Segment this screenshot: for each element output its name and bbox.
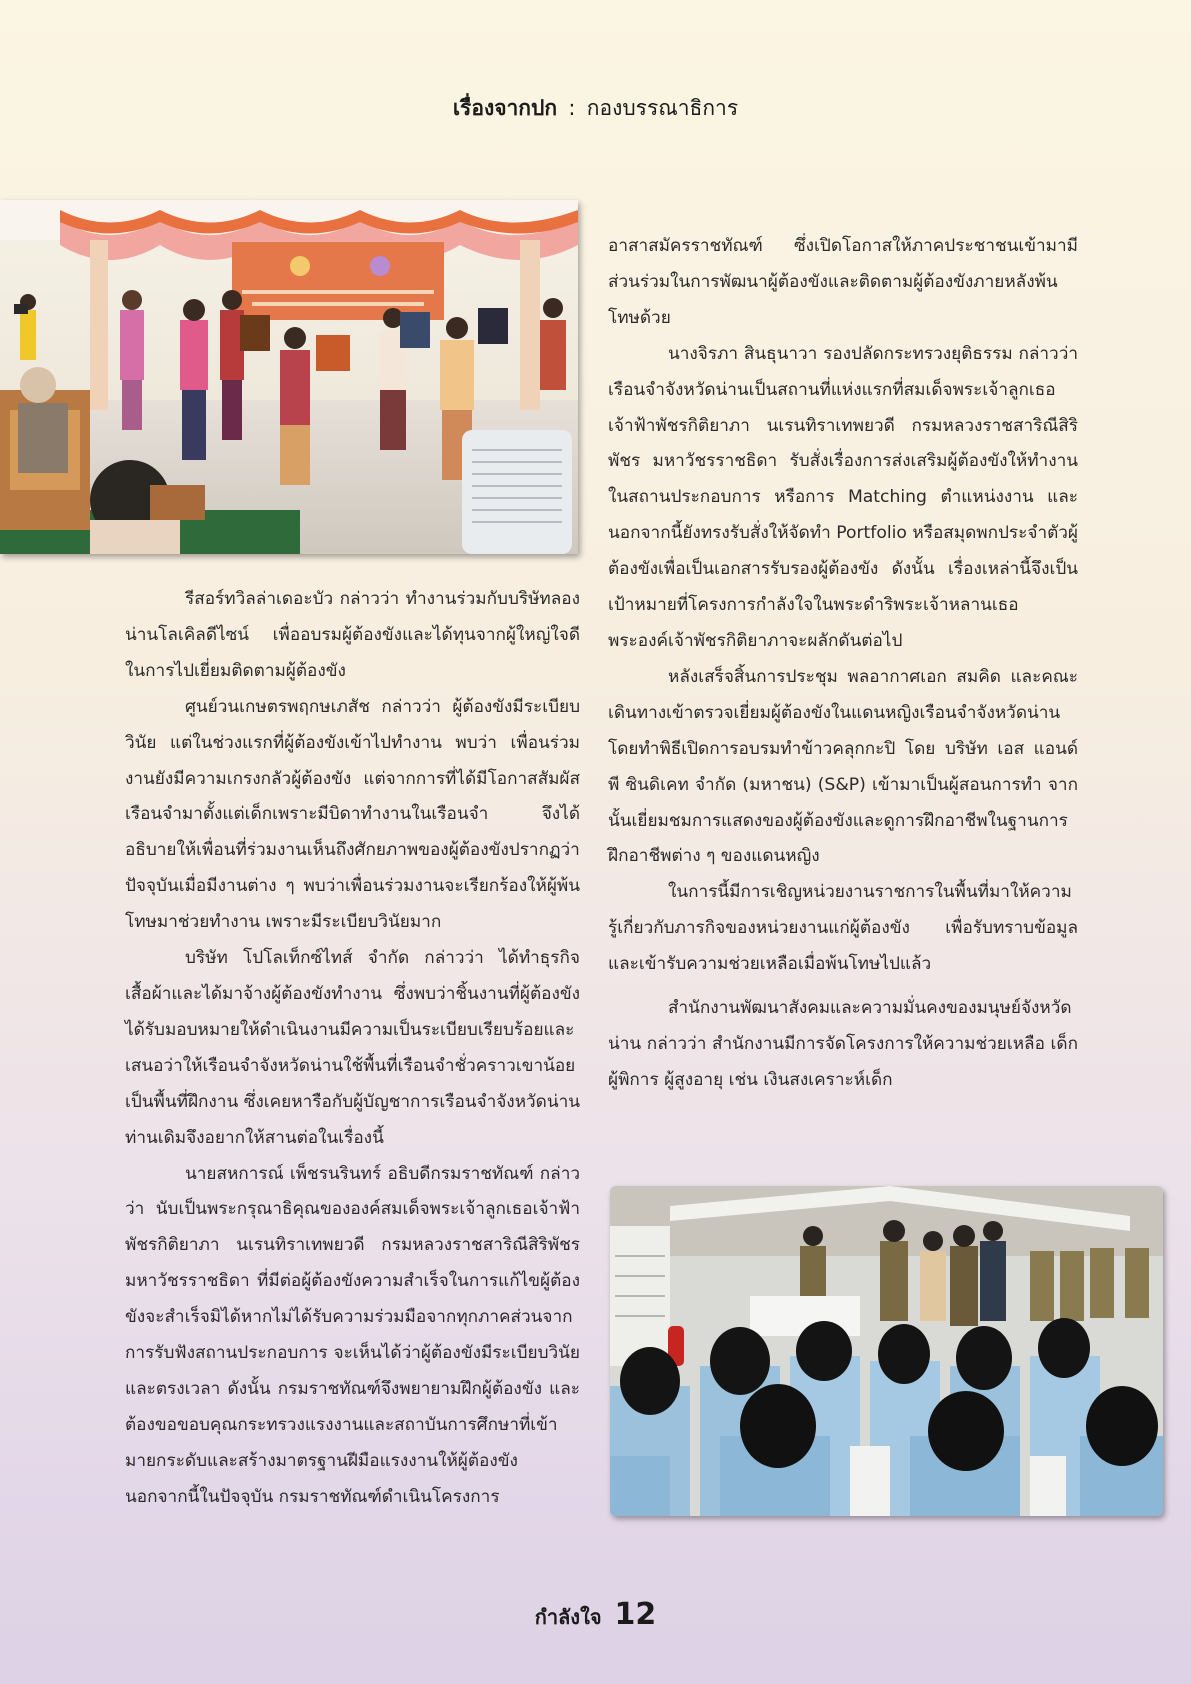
paragraph: รีสอร์ทวิลล่าเดอะบัว กล่าวว่า ทำงานร่วมกับบริษัทลองน่านโลเคิลดีไซน์ เพื่ออบรมผู้ต้องขังและได้ทุนจากผู้ใหญ่ใจดีในการไปเยี่ยมติดตามผู้ต้องขัง [125, 589, 580, 681]
page-header [0, 92, 1191, 125]
paragraph: ศูนย์วนเกษตรพฤกษเภสัช กล่าวว่า ผู้ต้องขังมีระเบียบวินัย แต่ในช่วงแรกที่ผู้ต้องขังเข้าไปทำงาน พบว่า เพื่อนร่วมงานยังมีความเกรงกลัวผู้ต้องขัง แต่จากการที่ได้มีโอกาสสัมผัสเรือนจำมาตั้งแต่เด็กเพราะมีบิดาทำงานในเรือนจำ จึงได้อธิบายให้เพื่อนที่ร่วมงานเห็นถึงศักยภาพของผู้ต้องขังปรากฏว่าปัจจุบันเมื่อมีงานต่าง ๆ พบว่าเพื่อนร่วมงานจะเรียกร้องให้ผู้พ้นโทษมาช่วยทำงาน เพราะมีระเบียบวินัยมาก [125, 696, 580, 933]
paragraph: หลังเสร็จสิ้นการประชุม พลอากาศเอก สมคิด และคณะเดินทางเข้าตรวจเยี่ยมผู้ต้องขังในแดนหญิงเรือนจำจังหวัดน่านโดยทำพิธีเปิดการอบรมทำข้าวคลุกกะปิ โดย บริษัท เอส แอนด์ พี ซินดิเคท จำกัด (มหาชน) (S&P) เข้ามาเป็นผู้สอนการทำ จากนั้นเยี่ยมชมการแสดงของผู้ต้องขังและดูการฝึกอาชีพในฐานการฝึกอาชีพต่าง ๆ ของแดนหญิง [608, 666, 1078, 867]
photo-meeting-icon [610, 1186, 1163, 1516]
photo-performance-icon [0, 200, 578, 554]
paragraph: บริษัท โปโลเท็กซ์ไทส์ จำกัด กล่าวว่า ได้ทำธุรกิจเสื้อผ้าและได้มาจ้างผู้ต้องขังทำงาน ซึ่งพบว่าชิ้นงานที่ผู้ต้องขังได้รับมอบหมายให้ดำเนินงานมีความเป็นระเบียบเรียบร้อยและเสนอว่าให้เรือนจำจังหวัดน่านใช้พื้นที่เรือนจำชั่วคราวเขาน้อยเป็นพื้นที่ฝึกงาน ซึ่งเคยหารือกับผู้บัญชาการเรือนจำจังหวัดน่านท่านเดิมจึงอยากให้สานต่อในเรื่องนี้ [125, 948, 580, 1148]
paragraph: สำนักงานพัฒนาสังคมและความมั่นคงของมนุษย์จังหวัดน่าน กล่าวว่า สำนักงานมีการจัดโครงการให้ความช่วยเหลือ เด็ก ผู้พิการ ผู้สูงอายุ เช่น เงินสงเคราะห์เด็ก [608, 998, 1078, 1090]
page-footer [0, 1597, 1191, 1633]
photo-performance [0, 200, 578, 554]
paragraph: นายสหการณ์ เพ็ชรนรินทร์ อธิบดีกรมราชทัณฑ์ กล่าวว่า นับเป็นพระกรุณาธิคุณขององค์สมเด็จพระเจ้าลูกเธอเจ้าฟ้าพัชรกิติยาภา นเรนทิราเทพยวดี กรมหลวงราชสาริณีสิริพัชร มหาวัชรราชธิดา ที่มีต่อผู้ต้องขังความสำเร็จในการแก้ไขผู้ต้องขังจะสำเร็จมิได้หากไม่ได้รับความร่วมมือจากทุกภาคส่วนจากการรับฟังสถานประกอบการ จะเห็นได้ว่าผู้ต้องขังมีระเบียบวินัยและตรงเวลา ดังนั้น กรมราชทัณฑ์จึงพยายามฝึกผู้ต้องขัง และต้องขอขอบคุณกระทรวงแรงงานและสถาบันการศึกษาที่เข้ามายกระดับและสร้างมาตรฐานฝีมือแรงงานให้ผู้ต้องขัง นอกจากนี้ในปัจจุบัน กรมราชทัณฑ์ดำเนินโครงการ [125, 1163, 580, 1507]
photo-meeting [610, 1186, 1163, 1516]
left-column [125, 582, 580, 1516]
editor-credit: กองบรรณาธิการ [586, 96, 739, 120]
section-title: เรื่องจากปก [452, 96, 558, 120]
page-number: 12 [614, 1597, 657, 1632]
right-column [608, 229, 1078, 1099]
header-separator: : [568, 96, 576, 120]
magazine-name: กำลังใจ [534, 1605, 602, 1629]
paragraph: ในการนี้มีการเชิญหน่วยงานราชการในพื้นที่มาให้ความรู้เกี่ยวกับภารกิจของหน่วยงานแก่ผู้ต้องขัง เพื่อรับทราบข้อมูลและเข้ารับความช่วยเหลือเมื่อพ้นโทษไปแล้ว [608, 882, 1078, 975]
paragraph: นางจิรภา สินธุนาวา รองปลัดกระทรวงยุติธรรม กล่าวว่า เรือนจำจังหวัดน่านเป็นสถานที่แห่งแรกที่สมเด็จพระเจ้าลูกเธอเจ้าฟ้าพัชรกิติยาภา นเรนทิราเทพยวดี กรมหลวงราชสาริณีสิริพัชร มหาวัชรราชธิดา รับสั่งเรื่องการส่งเสริมผู้ต้องขังให้ทำงานในสถานประกอบการ หรือการ Matching ตำแหน่งงาน และนอกจากนี้ยังทรงรับสั่งให้จัดทำ Portfolio หรือสมุดพกประจำตัวผู้ต้องขังเพื่อเป็นเอกสารรับรองผู้ต้องขัง ดังนั้น เรื่องเหล่านี้จึงเป็นเป้าหมายที่โครงการกำลังใจในพระดำริพระเจ้าหลานเธอพระองค์เจ้าพัชรกิติยาภาจะผลักดันต่อไป [608, 343, 1078, 651]
paragraph-continuation: อาสาสมัครราชทัณฑ์ ซึ่งเปิดโอกาสให้ภาคประชาชนเข้ามามีส่วนร่วมในการพัฒนาผู้ต้องขังและติดตามผู้ต้องขังภายหลังพ้นโทษด้วย [608, 236, 1078, 328]
